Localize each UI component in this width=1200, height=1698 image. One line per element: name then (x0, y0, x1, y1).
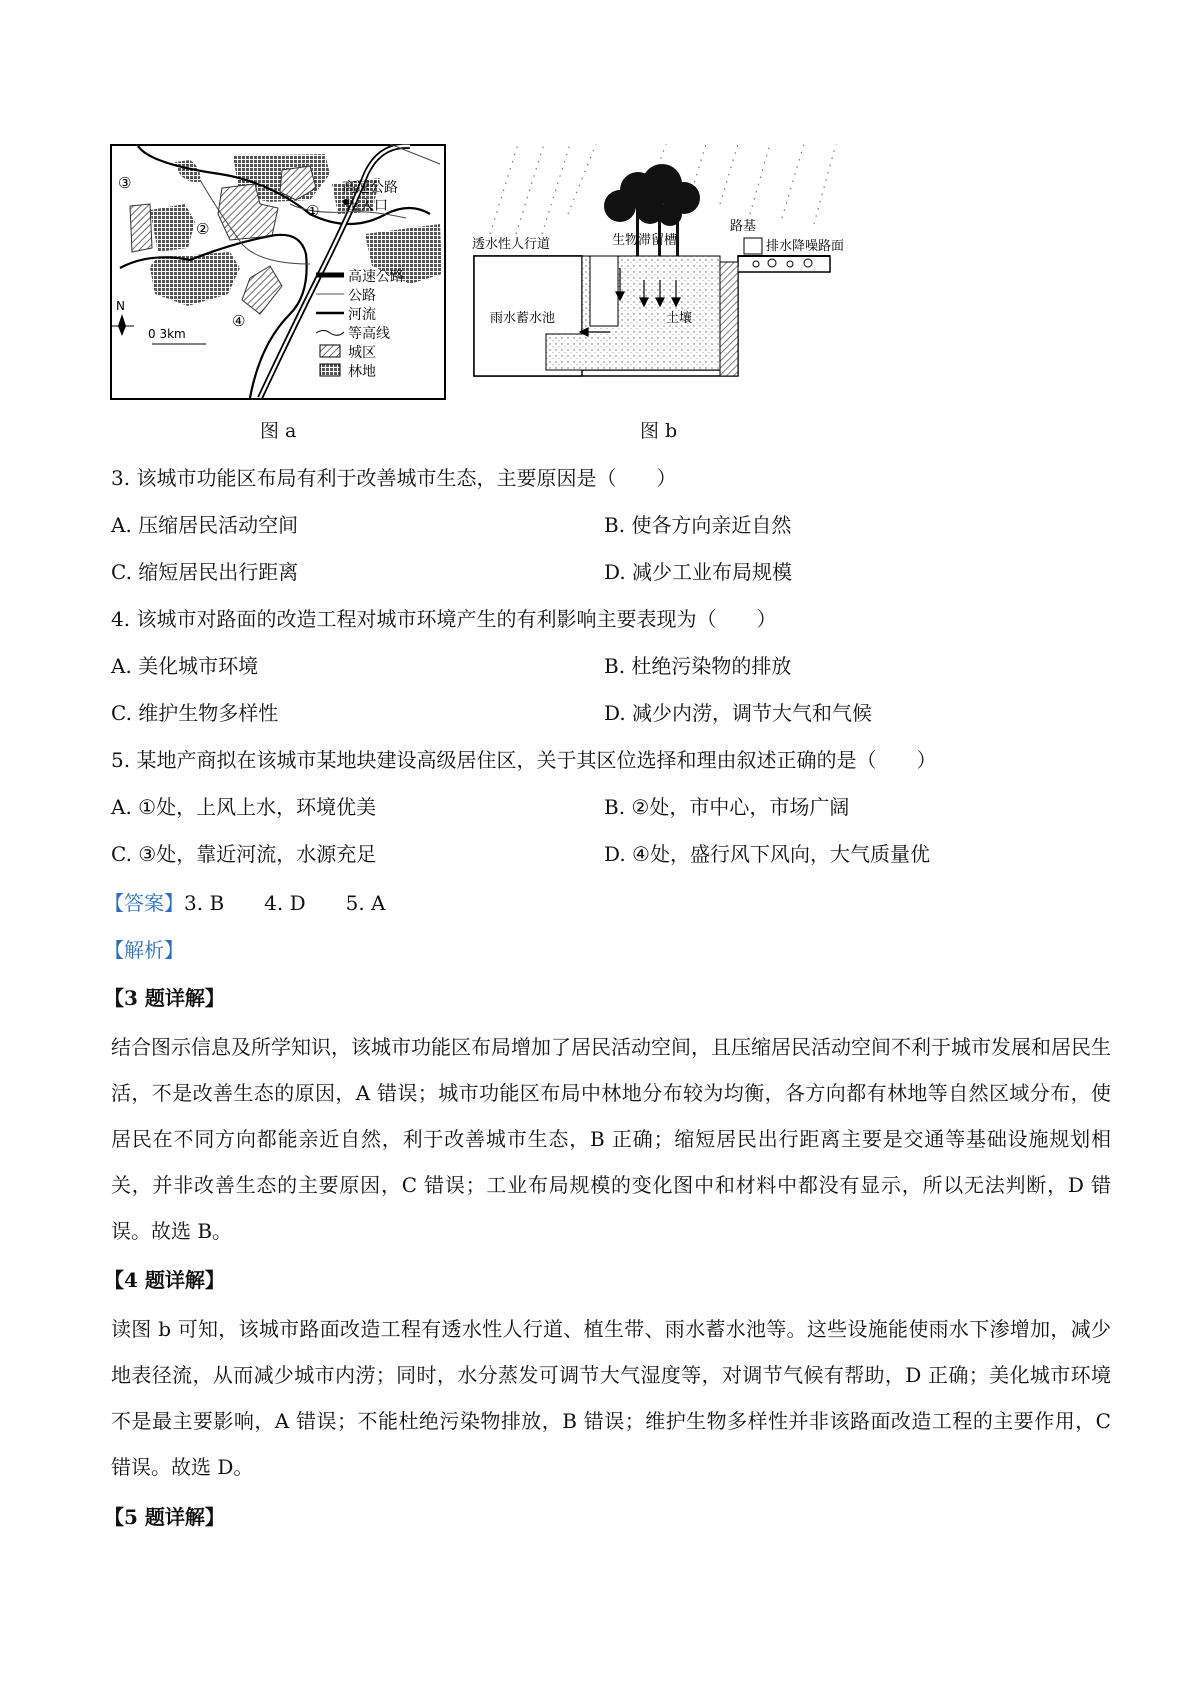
label-road-surface: 排水降噪路面 (766, 239, 845, 254)
question-4-option-a: A. 美化城市环境 (111, 654, 259, 678)
figure-a-map (110, 144, 446, 400)
answer-label: 【答案】 (104, 891, 184, 915)
forest-west (150, 204, 195, 252)
label-roadbed: 路基 (730, 219, 757, 234)
question-3-option-c: C. 缩短居民出行距离 (111, 560, 299, 584)
north-label: N (116, 299, 125, 313)
exit-label-line1: 高速公路 (342, 180, 398, 196)
figure-b-caption: 图 b (640, 420, 678, 442)
question-5-option-c: C. ③处，靠近河流，水源充足 (111, 842, 377, 866)
legend-highway: 高速公路 (348, 269, 404, 285)
figure-b-diagram (470, 144, 860, 406)
label-rain-pool: 雨水蓄水池 (490, 311, 556, 326)
detail-4-text: 读图 b 可知，该城市路面改造工程有透水性人行道、植生带、雨水蓄水池等。这些设施能使雨水下渗增加，减少地表径流，从而减少城市内涝；同时，水分蒸发可调节大气湿度等，对调节气候有帮助，D 正确；美化城市环境不是最主要影响，A 错误；不能杜绝污染物排放，B 错误；维护生物多样性并非该路面改造工程的主要作用，C 错误。故选 D。 (111, 1317, 1111, 1479)
question-3-option-b: B. 使各方向亲近自然 (604, 513, 792, 537)
figure-a-caption: 图 a (260, 420, 297, 442)
detail-4-title: 【4 题详解】 (104, 1268, 225, 1292)
detail-3-text: 结合图示信息及所学知识，该城市功能区布局增加了居民活动空间，且压缩居民活动空间不利于城市发展和居民生活，不是改善生态的原因，A 错误；城市功能区布局中林地分布较为均衡，各方向都有林地等自然区域分布，使居民在不同方向都能亲近自然，利于改善城市生态，B 正确；缩短居民出行距离主要是交通等基础设施规划相关，并非改善生态的主要原因，C 错误；工业布局规模的变化图中和材料中都没有显示，所以无法判断，D 错误。故选 B。 (111, 1035, 1111, 1243)
legend-contour: 等高线 (348, 326, 390, 342)
legend-river: 河流 (348, 307, 376, 323)
question-3-option-a: A. 压缩居民活动空间 (111, 513, 299, 537)
analysis-label: 【解析】 (104, 938, 184, 962)
question-5-option-b: B. ②处，市中心，市场广阔 (604, 795, 850, 819)
legend-road: 公路 (348, 288, 376, 304)
question-5-option-a: A. ①处，上风上水，环境优美 (111, 795, 377, 819)
question-5-option-d: D. ④处，盛行风下风向，大气质量优 (604, 842, 930, 866)
exit-label-line2: 出入口 (346, 198, 388, 214)
detail-5-title: 【5 题详解】 (104, 1505, 225, 1529)
question-4-option-b: B. 杜绝污染物的排放 (604, 654, 792, 678)
urban-west (130, 204, 152, 252)
label-sidewalk: 透水性人行道 (472, 237, 551, 252)
legend-urban: 城区 (348, 345, 376, 361)
question-5-stem: 5. 某地产商拟在该城市某地块建设高级居住区，关于其区位选择和理由叙述正确的是（ ） (111, 748, 937, 772)
answer-text: 3. B 4. D 5. A (184, 891, 386, 915)
question-3-option-d: D. 减少工业布局规模 (604, 560, 793, 584)
scale-label: 0 3km (148, 327, 186, 341)
question-3-stem: 3. 该城市功能区布局有利于改善城市生态，主要原因是（ ） (111, 466, 677, 490)
detail-3-title: 【3 题详解】 (104, 986, 225, 1010)
map-label-1: ① (306, 202, 320, 220)
question-4-option-d: D. 减少内涝，调节大气和气候 (604, 701, 873, 725)
map-label-3: ③ (118, 174, 132, 192)
label-soil: 土壤 (666, 311, 693, 326)
map-label-2: ② (196, 220, 210, 238)
label-bio-trough: 生物滞留槽 (612, 233, 678, 248)
question-4-stem: 4. 该城市对路面的改造工程对城市环境产生的有利影响主要表现为（ ） (111, 607, 777, 631)
answer-row (104, 889, 386, 917)
question-4-option-c: C. 维护生物多样性 (111, 701, 279, 725)
legend-forest: 林地 (348, 364, 376, 380)
map-label-4: ④ (232, 312, 246, 330)
